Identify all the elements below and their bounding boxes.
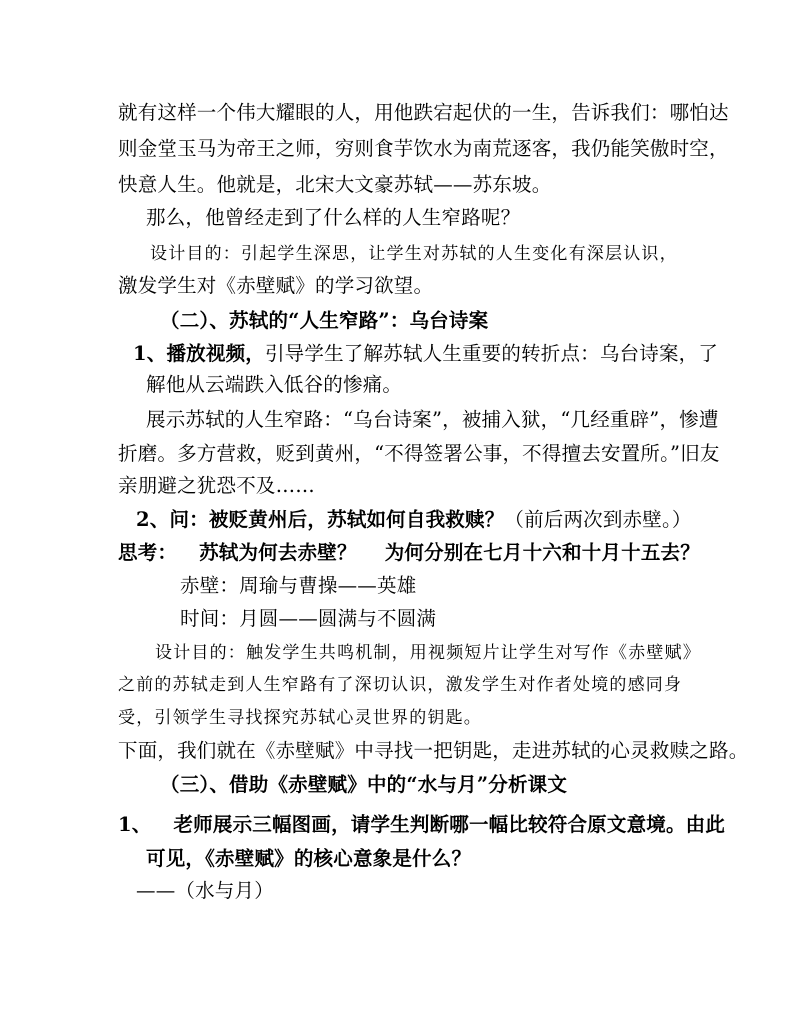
section2-heading: （二）、苏轼的“人生窄路”：乌台诗案 — [160, 309, 489, 332]
design-purpose-2-line2: 之前的苏轼走到人生窄路有了深切认识，激发学生对作者处境的感同身 — [118, 675, 683, 695]
section2-item1-line2: 解他从云端跌入低谷的惨痛。 — [146, 373, 403, 396]
section2-item1-label: 1、播放视频， — [133, 342, 265, 365]
time-line: 时间：月圆——圆满与不圆满 — [180, 607, 437, 630]
transition-line: 下面，我们就在《赤壁赋》中寻找一把钥匙，走进苏轼的心灵救赎之路。 — [118, 739, 749, 762]
design-purpose-2-line1: 设计目的：触发学生共鸣机制，用视频短片让学生对写作《赤壁赋》 — [155, 643, 701, 663]
section2-para-line1: 展示苏轼的人生窄路：“乌台诗案”，被捕入狱，“几经重辟”，惨遭 — [146, 408, 719, 431]
section3-answer: ——（水与月） — [136, 879, 274, 902]
section2-item1-text: 引导学生了解苏轼人生重要的转折点：乌台诗案，了 — [264, 342, 719, 365]
section2-para-line3: 亲朋避之犹恐不及…… — [118, 474, 316, 497]
section2-item1-line1 — [133, 341, 718, 367]
design-purpose-1-line2: 激发学生对《赤壁赋》的学习欲望。 — [118, 274, 434, 297]
design-purpose-1-line1: 设计目的：引起学生深思，让学生对苏轼的人生变化有深层认识， — [150, 244, 678, 264]
chibi-line: 赤壁：周瑜与曹操——英雄 — [180, 574, 417, 597]
para1-line2: 则金堂玉马为帝王之师，穷则食芋饮水为南荒逐客，我仍能笑傲时空， — [118, 137, 729, 160]
section3-item1-line1 — [118, 812, 725, 838]
question-line: 那么，他曾经走到了什么样的人生窄路呢？ — [146, 206, 521, 229]
think-line — [118, 540, 700, 566]
section3-item1-line2: 可见，《赤壁赋》的核心意象是什么？ — [146, 847, 472, 870]
design-purpose-2-line3: 受，引领学生寻找探究苏轼心灵世界的钥匙。 — [118, 708, 482, 728]
section2-item2-question: 2、问：被贬黄州后，苏轼如何自我救赎？ — [136, 508, 505, 531]
section2-item2 — [136, 507, 692, 533]
section3-heading: （三）、借助《赤壁赋》中的“水与月”分析课文 — [160, 773, 568, 796]
section2-item2-note: （前后两次到赤壁。） — [504, 508, 692, 531]
para1-line3: 快意人生。他就是，北宋大文豪苏轼——苏东坡。 — [118, 173, 552, 196]
think-question2: 为何分别在七月十六和十月十五去？ — [384, 541, 700, 564]
section3-item1-number: 1、 — [118, 813, 152, 836]
para1-line1: 就有这样一个伟大耀眼的人，用他跌宕起伏的一生，告诉我们：哪怕达 — [118, 101, 729, 124]
section2-para-line2: 折磨。多方营救，贬到黄州，“不得签署公事，不得擅去安置所。”旧友 — [118, 442, 720, 465]
section3-item1-text: 老师展示三幅图画，请学生判断哪一幅比较符合原文意境。由此 — [173, 813, 726, 836]
think-question1: 苏轼为何去赤壁？ — [199, 541, 357, 564]
think-label: 思考： — [118, 541, 178, 564]
